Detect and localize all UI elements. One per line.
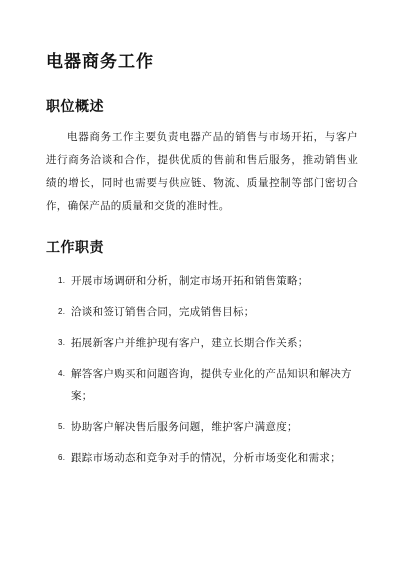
list-item-text: 解答客户购买和问题咨询，提供专业化的产品知识和解决方案； [71,368,352,402]
list-item [46,363,358,407]
section-heading-duties: 工作职责 [46,240,104,256]
list-item [46,301,358,323]
list-item-text: 洽谈和签订销售合同，完成销售目标； [71,306,255,318]
list-item-number: 3. [58,338,66,347]
section-heading-overview: 职位概述 [46,99,104,115]
list-item-number: 2. [58,307,66,316]
duties-list [46,270,358,478]
list-item-number: 5. [58,422,66,431]
list-item [46,332,358,354]
list-item [46,447,358,469]
list-item-text: 开展市场调研和分析，制定市场开拓和销售策略； [71,275,309,287]
overview-paragraph: 电器商务工作主要负责电器产品的销售与市场开拓，与客户进行商务洽谈和合作，提供优质的售前和售后服务，推动销售业绩的增长，同时也需要与供应链、物流、质量控制等部门密切合作，确保产品的质量和交货的准时性。 [46,131,358,212]
list-item-text: 跟踪市场动态和竞争对手的情况，分析市场变化和需求； [71,452,341,464]
list-item-number: 6. [58,453,66,462]
list-item-number: 4. [58,369,66,378]
document-title: 电器商务工作 [46,52,154,72]
list-item-text: 协助客户解决售后服务问题，维护客户满意度； [71,421,298,433]
list-item-number: 1. [58,276,66,285]
list-item-text: 拓展新客户并维护现有客户，建立长期合作关系； [71,337,309,349]
list-item [46,270,358,292]
list-item [46,416,358,438]
